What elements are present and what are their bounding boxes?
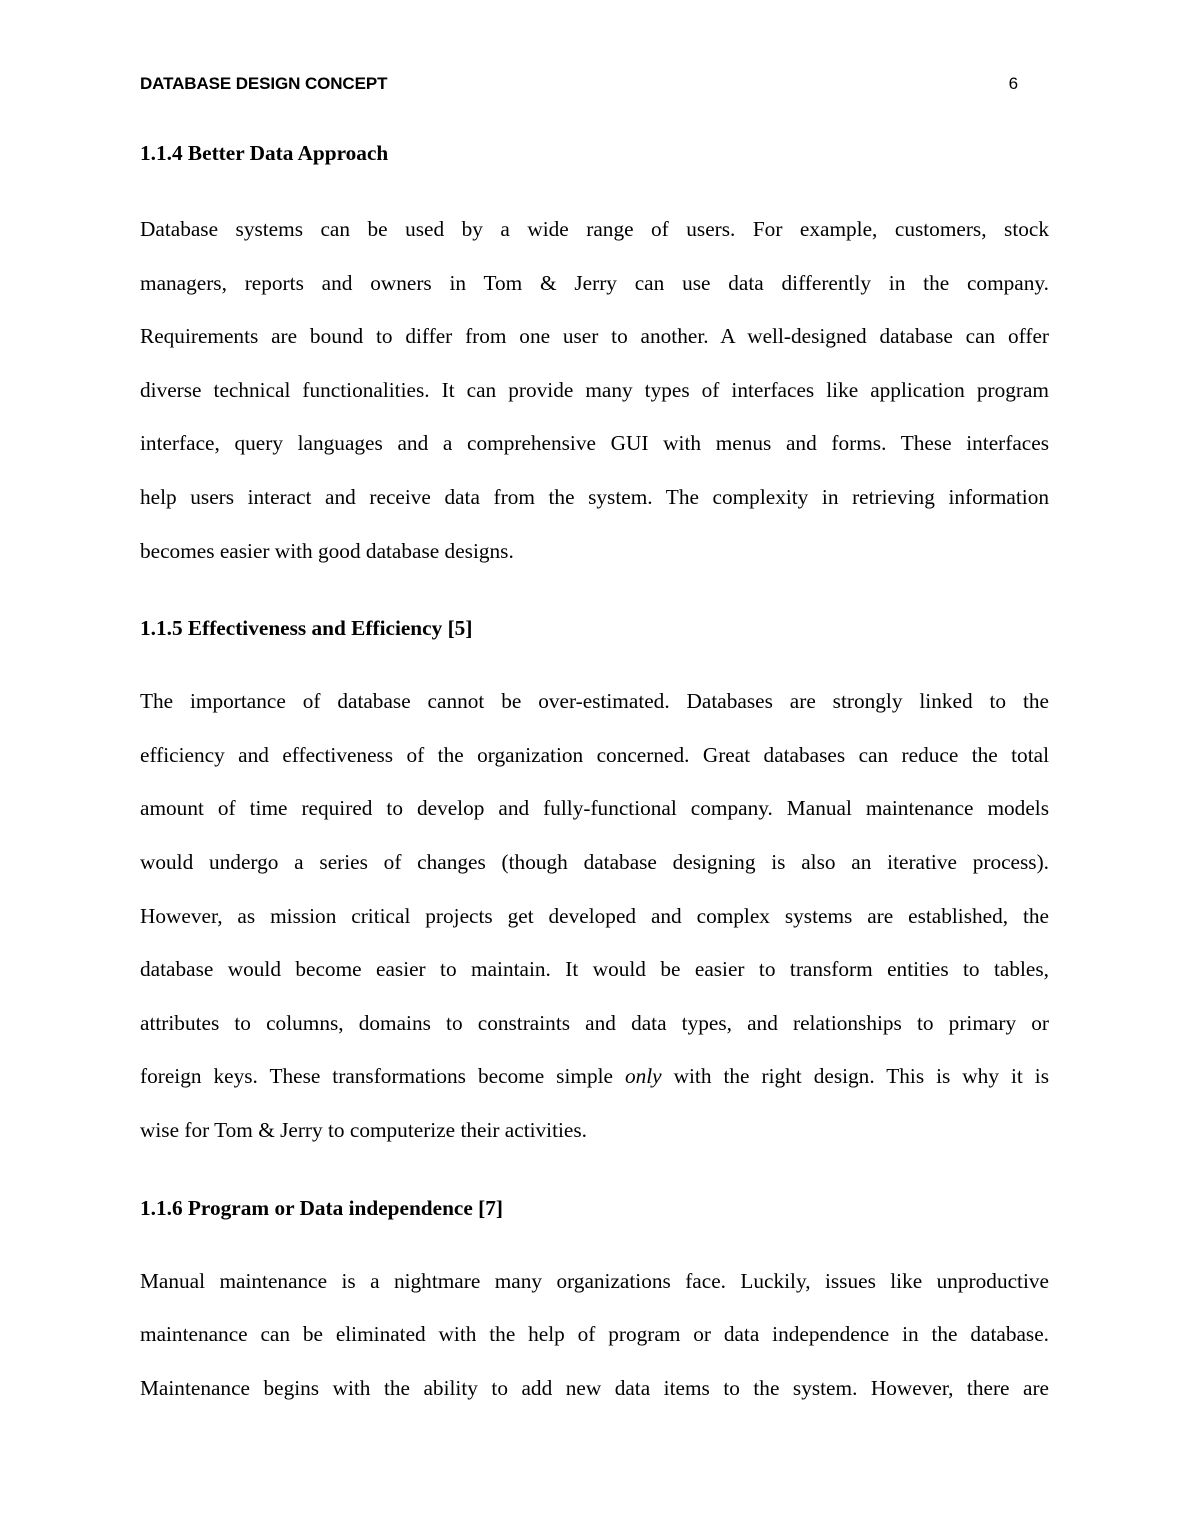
- running-head: [140, 72, 1048, 96]
- paragraph-effectiveness-efficiency: [140, 675, 1049, 1157]
- page-number: 6: [1008, 74, 1018, 93]
- paragraph-line: maintenance can be eliminated with the help of program or data independence in the database.: [140, 1322, 1049, 1347]
- paragraph-line: attributes to columns, domains to constraints and data types, and relationships to primary or: [140, 1010, 1049, 1035]
- paragraph-line: help users interact and receive data from the system. The complexity in retrieving information: [140, 484, 1049, 509]
- paragraph-line: Database systems can be used by a wide range of users. For example, customers, stock: [140, 217, 1049, 241]
- paragraph-better-data-approach: [140, 203, 1049, 578]
- paragraph-line: diverse technical functionalities. It can provide many types of interfaces like application program: [140, 377, 1049, 402]
- section-heading-program-data-independence: 1.1.6 Program or Data independence [7]: [140, 1195, 503, 1220]
- paragraph-program-data-independence: [140, 1255, 1049, 1416]
- paragraph-line: Requirements are bound to differ from one user to another. A well-designed database can offer: [140, 324, 1049, 349]
- paragraph-line: managers, reports and owners in Tom & Jerry can use data differently in the company.: [140, 270, 1049, 295]
- paragraph-line: amount of time required to develop and fully-functional company. Manual maintenance models: [140, 796, 1049, 821]
- paragraph-line: interface, query languages and a comprehensive GUI with menus and forms. These interfaces: [140, 431, 1049, 456]
- paragraph-line: efficiency and effectiveness of the organization concerned. Great databases can reduce the total: [140, 742, 1049, 767]
- paragraph-line: However, as mission critical projects get developed and complex systems are established, the: [140, 903, 1049, 928]
- paragraph-line: database would become easier to maintain. It would be easier to transform entities to tables,: [140, 957, 1049, 982]
- paragraph-line: would undergo a series of changes (though database designing is also an iterative process).: [140, 849, 1049, 874]
- paragraph-line: becomes easier with good database designs.: [140, 538, 514, 563]
- section-heading-effectiveness-efficiency: 1.1.5 Effectiveness and Efficiency [5]: [140, 616, 473, 641]
- paragraph-line: Manual maintenance is a nightmare many organizations face. Luckily, issues like unproductive: [140, 1268, 1049, 1293]
- paragraph-line: Maintenance begins with the ability to add new data items to the system. However, there are: [140, 1375, 1049, 1400]
- text-run: foreign keys. These transformations become simple: [140, 1064, 625, 1089]
- paragraph-line: wise for Tom & Jerry to computerize their activities.: [140, 1117, 587, 1142]
- document-body: [140, 133, 1049, 1415]
- paragraph-line-with-emphasis: [140, 1050, 1049, 1104]
- text-run: with the right design. This is why it is: [661, 1064, 1050, 1089]
- section-heading-better-data-approach: 1.1.4 Better Data Approach: [140, 141, 389, 165]
- emphasis-text: only: [624, 1064, 662, 1089]
- running-head-title: DATABASE DESIGN CONCEPT: [140, 74, 388, 93]
- paragraph-line: The importance of database cannot be over-estimated. Databases are strongly linked to the: [140, 689, 1049, 714]
